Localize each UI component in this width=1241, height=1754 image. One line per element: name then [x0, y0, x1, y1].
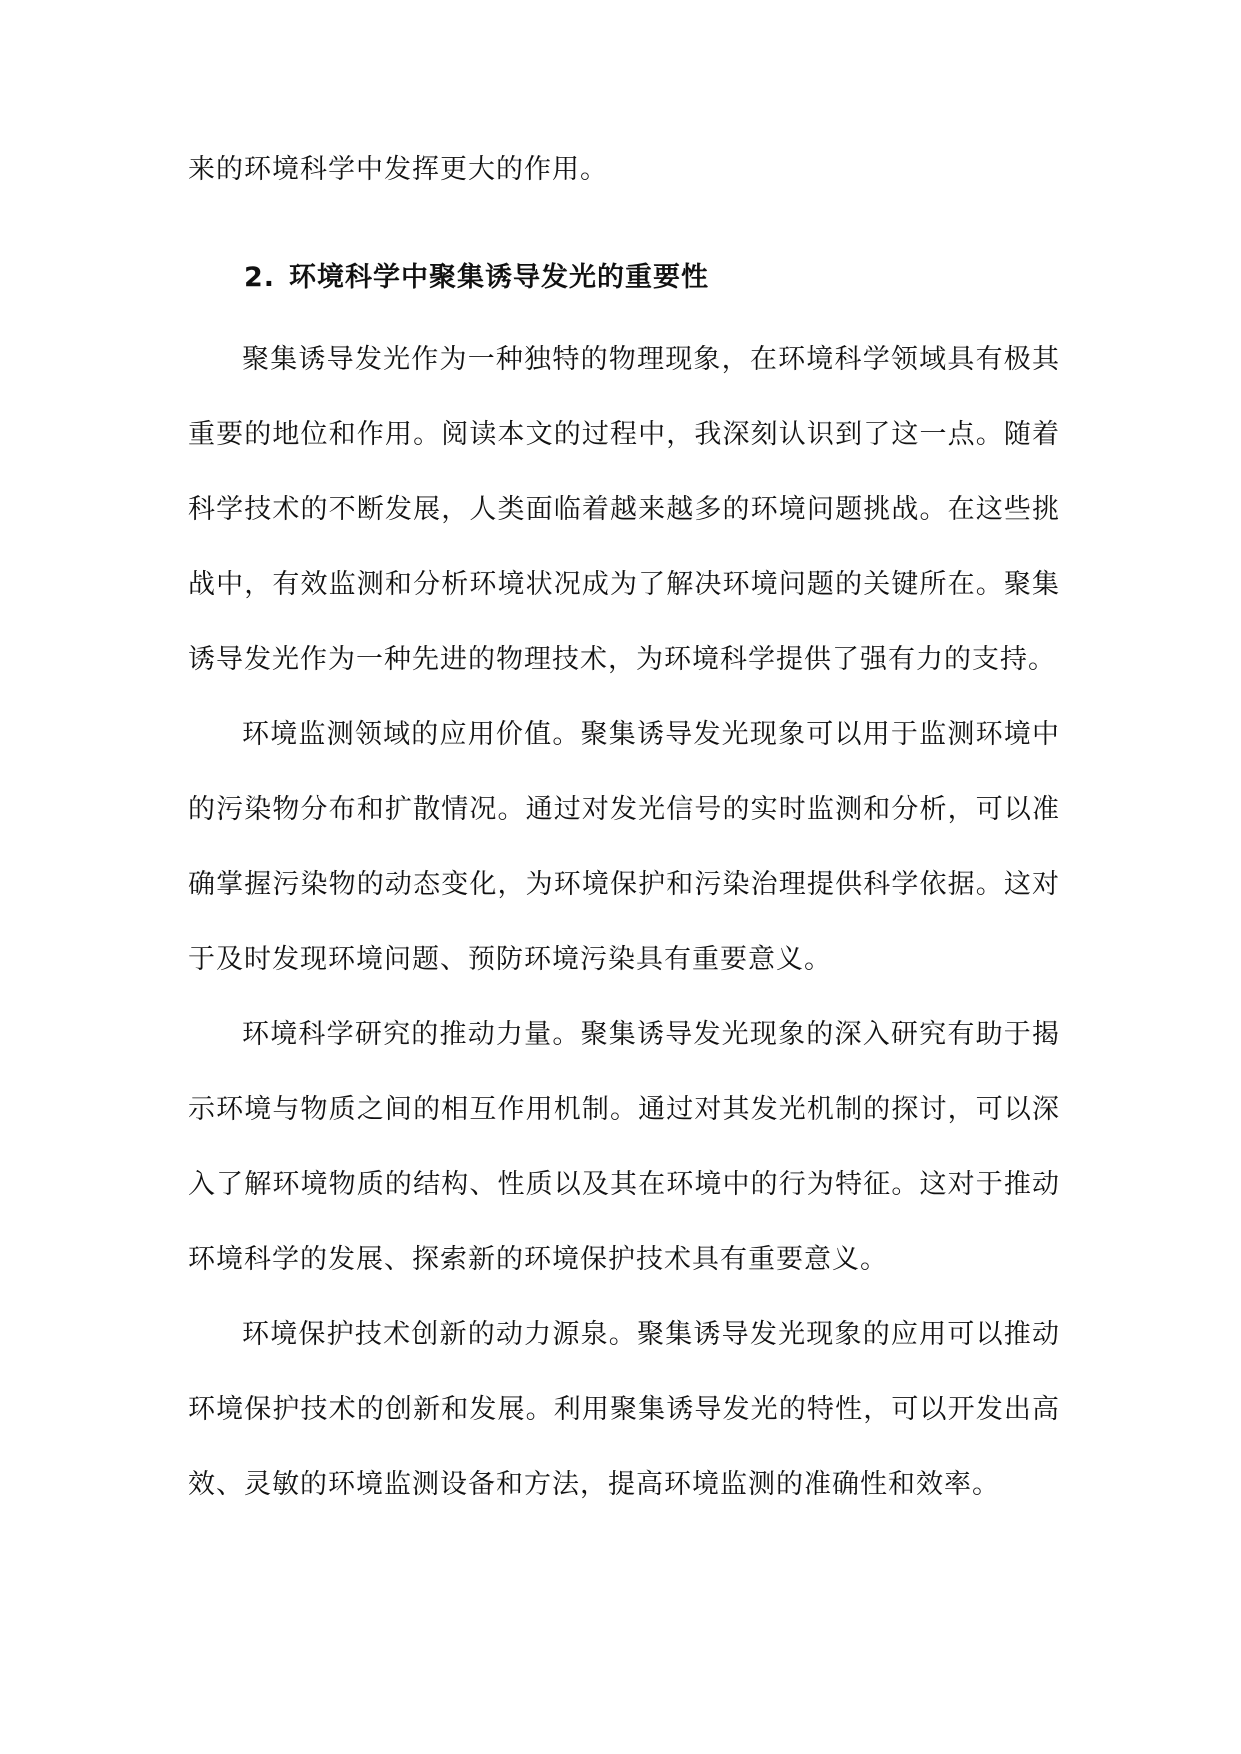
section-number: 2.: [244, 262, 276, 293]
section-heading: [244, 248, 709, 308]
section-body: [188, 322, 1060, 1522]
paragraph-monitoring: 环境监测领域的应用价值。聚集诱导发光现象可以用于监测环境中的污染物分布和扩散情况。通过对发光信号的实时监测和分析，可以准确掌握污染物的动态变化，为环境保护和污染治理提供科学依据。这对于及时发现环境问题、预防环境污染具有重要意义。: [188, 719, 1060, 975]
paragraph-intro: 聚集诱导发光作为一种独特的物理现象，在环境科学领域具有极其重要的地位和作用。阅读本文的过程中，我深刻认识到了这一点。随着科学技术的不断发展，人类面临着越来越多的环境问题挑战。在这些挑战中，有效监测和分析环境状况成为了解决环境问题的关键所在。聚集诱导发光作为一种先进的物理技术，为环境科学提供了强有力的支持。: [188, 344, 1060, 675]
paragraph-innovation: 环境保护技术创新的动力源泉。聚集诱导发光现象的应用可以推动环境保护技术的创新和发展。利用聚集诱导发光的特性，可以开发出高效、灵敏的环境监测设备和方法，提高环境监测的准确性和效率。: [188, 1319, 1060, 1500]
continuation-paragraph: [188, 132, 1060, 207]
paragraph-research: 环境科学研究的推动力量。聚集诱导发光现象的深入研究有助于揭示环境与物质之间的相互作用机制。通过对其发光机制的探讨，可以深入了解环境物质的结构、性质以及其在环境中的行为特征。这对于推动环境科学的发展、探索新的环境保护技术具有重要意义。: [188, 1019, 1060, 1275]
section-title: 环境科学中聚集诱导发光的重要性: [289, 262, 710, 293]
continuation-text: 来的环境科学中发挥更大的作用。: [188, 154, 608, 185]
